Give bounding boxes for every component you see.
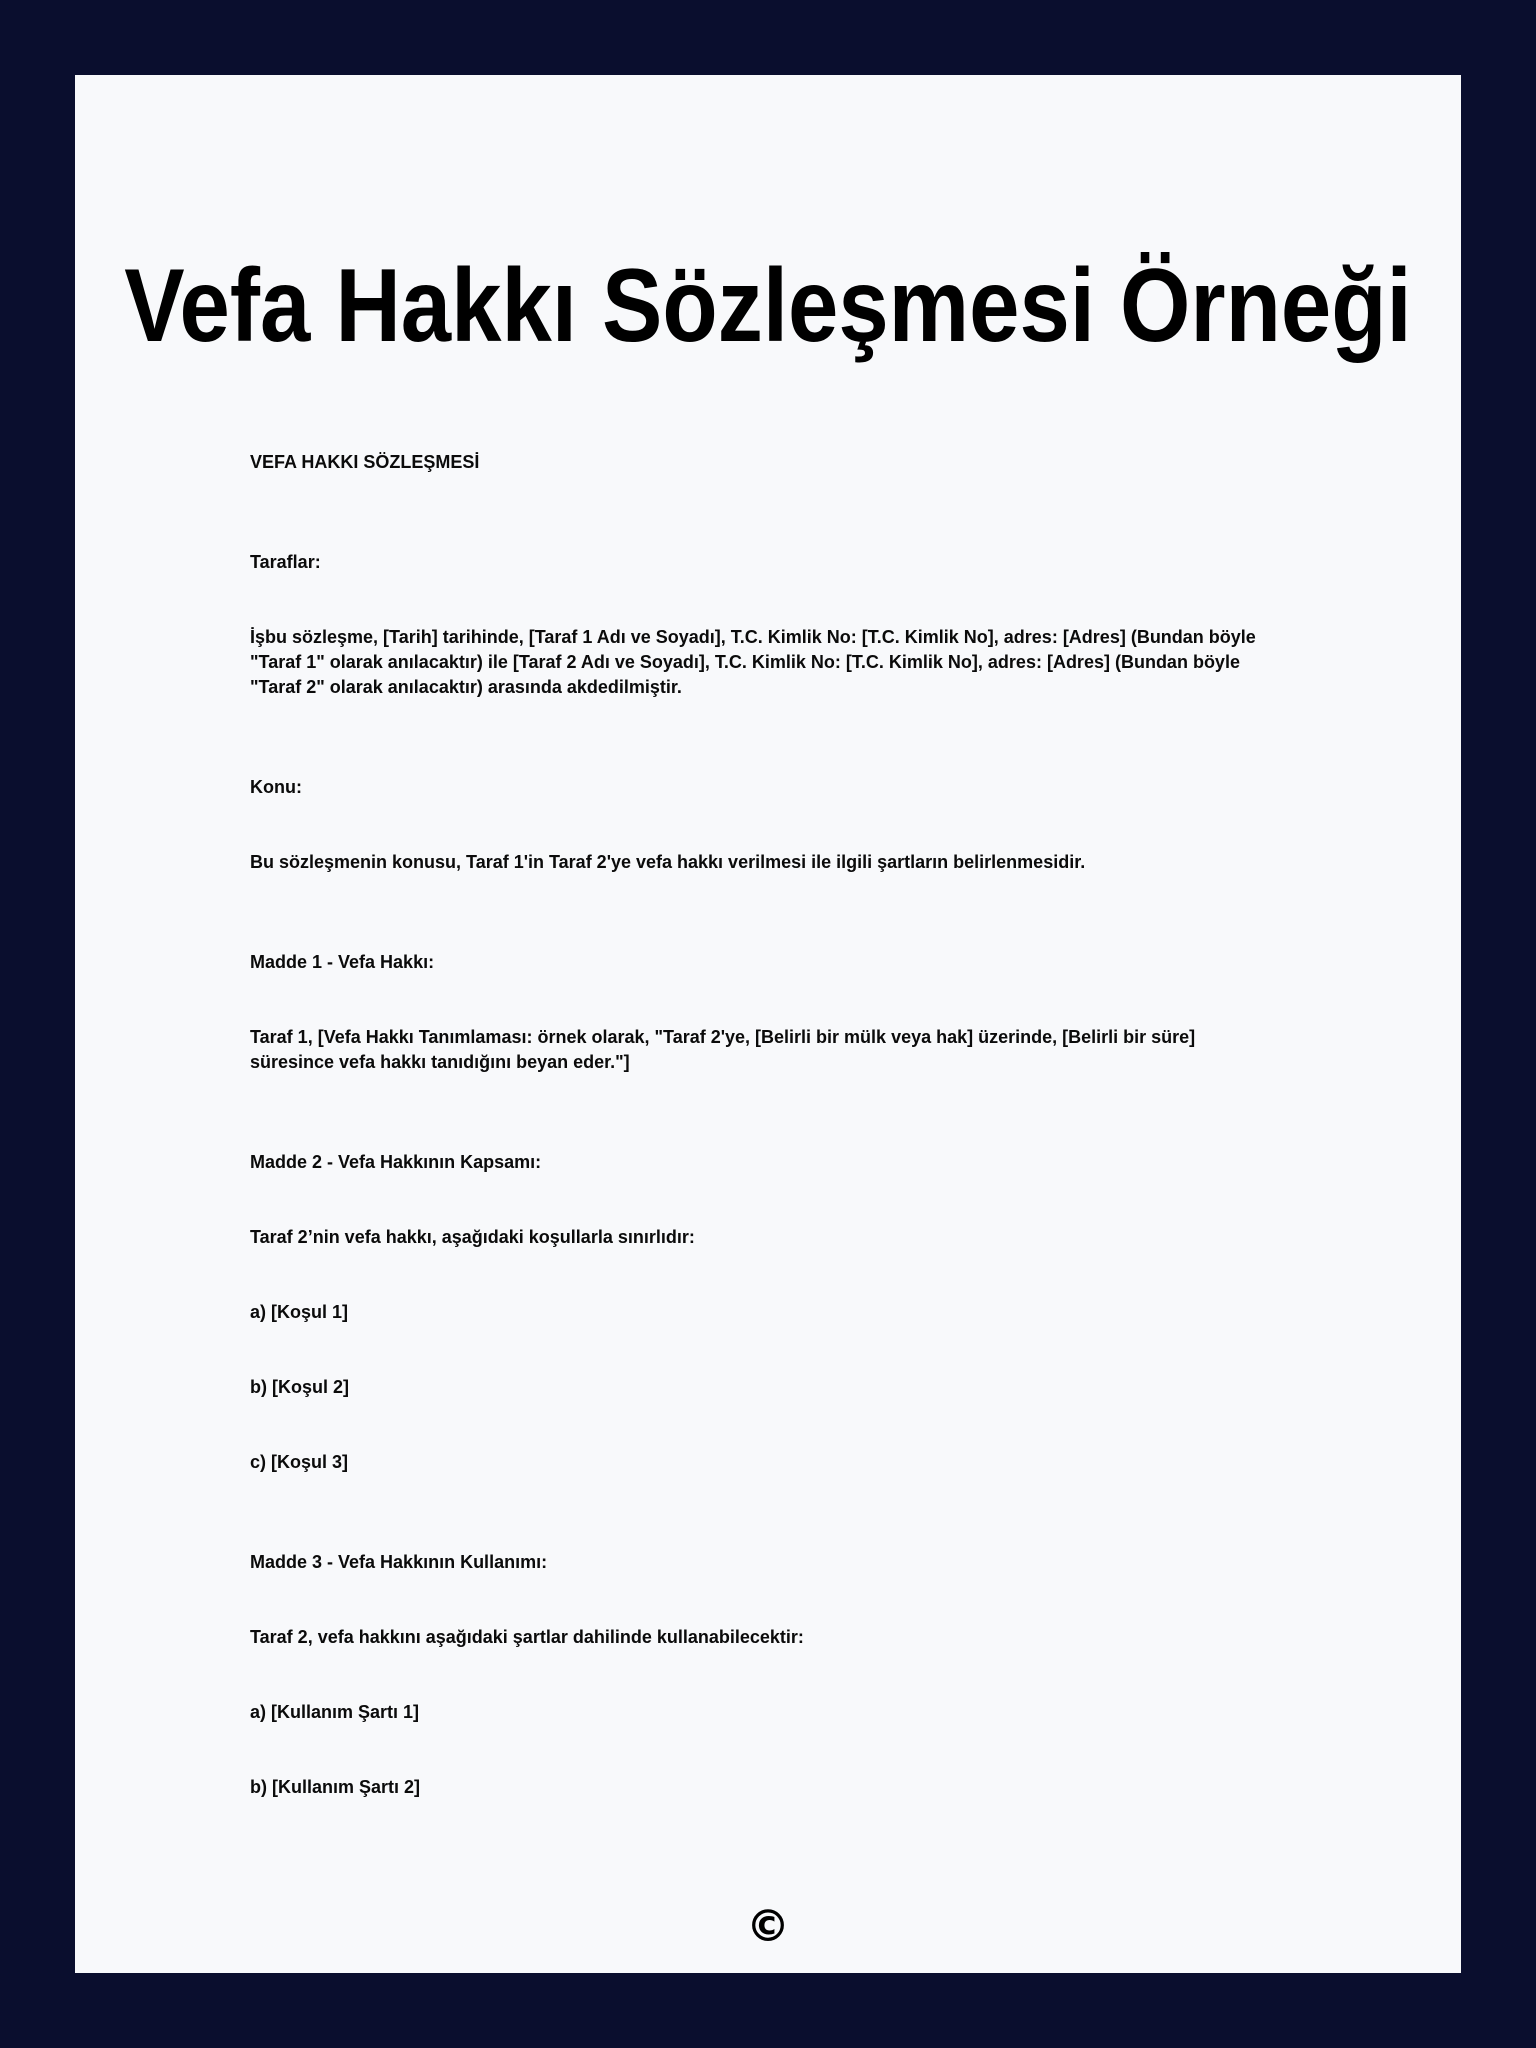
section-body-madde-3: Taraf 2, vefa hakkını aşağıdaki şartlar dahilinde kullanabilecektir: <box>250 1627 804 1647</box>
section-label-konu: Konu: <box>250 777 302 797</box>
section-label-madde-3: Madde 3 - Vefa Hakkının Kullanımı: <box>250 1552 548 1572</box>
section-label-madde-2: Madde 2 - Vefa Hakkının Kapsamı: <box>250 1152 542 1172</box>
list-item-kosul-1: a) [Koşul 1] <box>250 1302 349 1322</box>
section-body-konu: Bu sözleşmenin konusu, Taraf 1'in Taraf 2'ye vefa hakkı verilmesi ile ilgili şartların belirlenmesidir. <box>250 852 1086 872</box>
section-body-taraflar: İşbu sözleşme, [Tarih] tarihinde, [Taraf 1 Adı ve Soyadı], T.C. Kimlik No: [T.C. Kimlik No], adres: [Adres] (Bundan böyle "Taraf 1" olarak anılacaktır) ile [Taraf 2 Adı ve Soyadı], T.C. Kimlik No: [T.C. Kimlik No], adres: [Adres] (Bundan böyle "Taraf 2" olarak anılacaktır) arasında akdedilmiştir. <box>250 627 1256 697</box>
list-item-kullanim-sarti-1: a) [Kullanım Şartı 1] <box>250 1702 420 1722</box>
list-item-kullanim-sarti-2: b) [Kullanım Şartı 2] <box>250 1777 421 1797</box>
contract-heading: VEFA HAKKI SÖZLEŞMESİ <box>250 452 480 472</box>
page-title <box>0 246 1536 366</box>
section-label-taraflar: Taraflar: <box>250 552 321 572</box>
section-body-madde-1: Taraf 1, [Vefa Hakkı Tanımlaması: örnek olarak, "Taraf 2'ye, [Belirli bir mülk veya hak] üzerinde, [Belirli bir süre] süresince vefa hakkı tanıdığını beyan eder."] <box>250 1027 1196 1072</box>
list-item-kosul-2: b) [Koşul 2] <box>250 1377 349 1397</box>
list-item-kosul-3: c) [Koşul 3] <box>250 1452 349 1472</box>
section-body-madde-2: Taraf 2’nin vefa hakkı, aşağıdaki koşullarla sınırlıdır: <box>250 1227 695 1247</box>
copyright-icon: © <box>746 1901 790 1952</box>
section-label-madde-1: Madde 1 - Vefa Hakkı: <box>250 952 435 972</box>
page-title-text: Vefa Hakkı Sözleşmesi Örneği <box>124 248 1412 364</box>
